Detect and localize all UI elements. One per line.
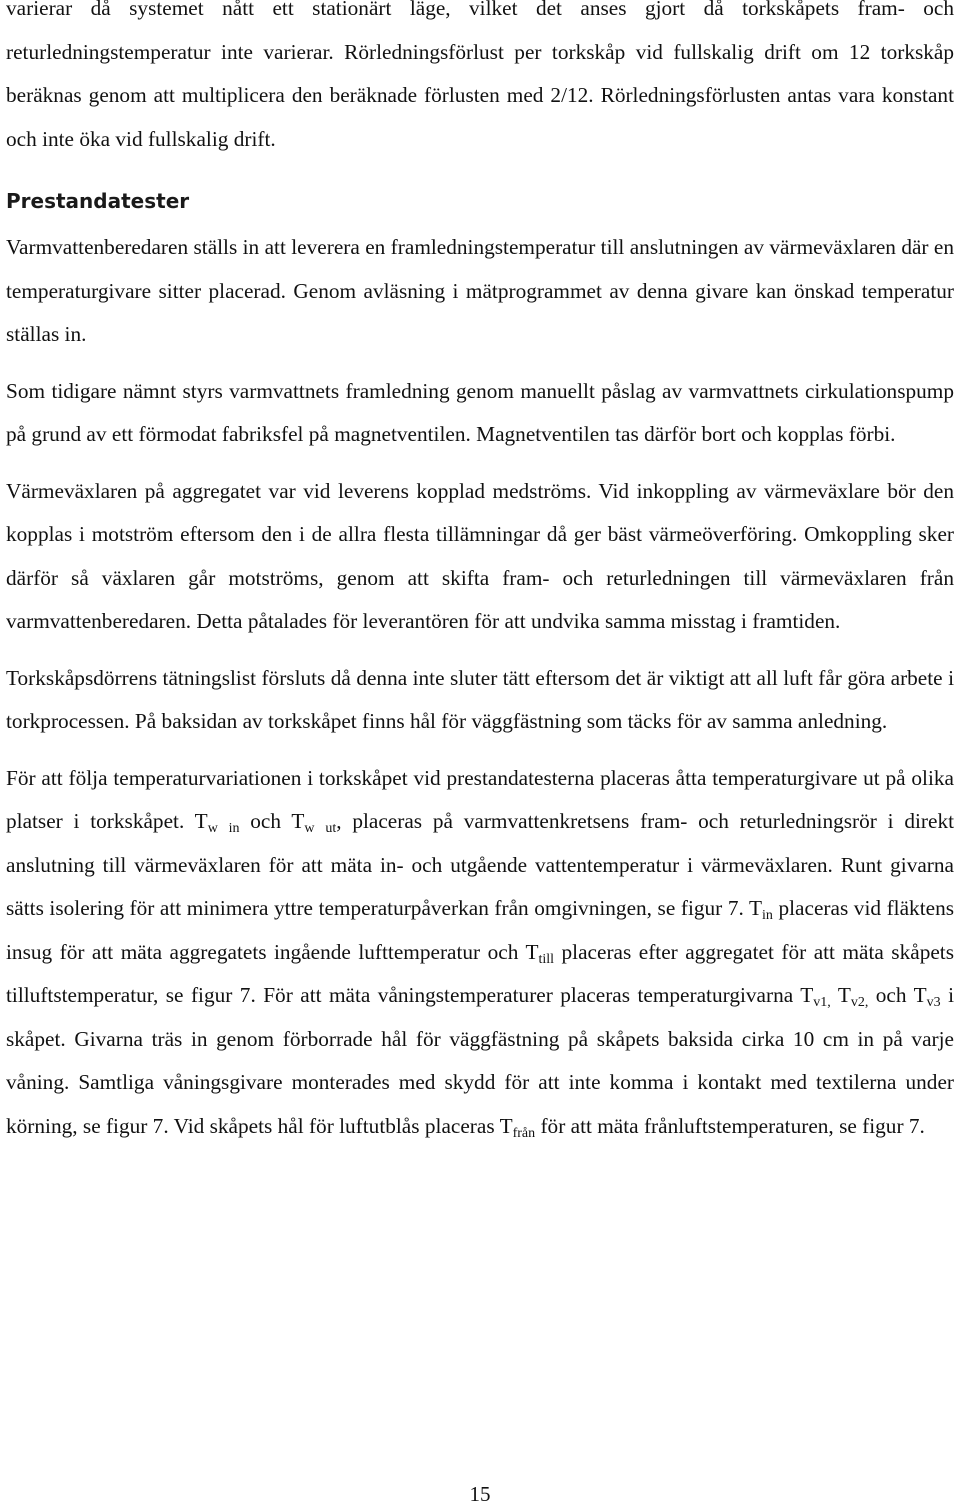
symbol-t: T — [499, 1113, 513, 1138]
symbol-t: T — [749, 896, 763, 920]
text-run: och — [239, 809, 292, 833]
text-run: placeras vid fläktens insug för att mäta aggregatets ingående lufttemperatur och — [6, 896, 955, 964]
subscript: in — [762, 908, 773, 923]
paragraph-circulation-pump: Som tidigare nämnt styrs varmvattnets framledning genom manuellt påslag av varmvattnets cirkulationspump på grund av ett förmodat fabriksfel på magnetventilen. Magnetventilen tas därför bort och kopplas förbi. — [6, 378, 954, 446]
symbol-t: T — [525, 939, 539, 964]
subscript: v2, — [850, 995, 869, 1010]
paragraph-heat-exchanger: Värmeväxlaren på aggregatet var vid leverens kopplad medströms. Vid inkoppling av värmeväxlare bör den kopplas i motström eftersom den i de allra flesta tillämningar då ger bäst värmeöverföring. Omkoppling sker därför så växlaren går motströms, genom att skifta fram- och returledningen till värmeväxlaren från varmvattenberedaren. Detta påtalades för leverantören för att undvika samma misstag i framtiden. — [6, 478, 954, 633]
symbol-t: T — [913, 983, 927, 1007]
symbol-t: T — [194, 809, 208, 833]
subscript: v1, — [813, 995, 831, 1010]
section-heading: Prestandatester — [6, 189, 190, 213]
subscript: ut — [325, 821, 337, 836]
subscript: v3 — [926, 995, 941, 1010]
text-run: i skåpet. Givarna träs in genom förborrade hål för väggfästning på skåpets baksida cirka 10 cm in på varje våning. Samtliga våningsgivare monterades med skydd för att inte komma i kontakt med textilerna under körning, se figur 7. Vid skåpets hål för luftutblås placeras — [6, 983, 954, 1138]
subscript: in — [228, 821, 240, 836]
subscript: till — [538, 951, 555, 967]
paragraph-water-heater: Varmvattenberedaren ställs in att leverera en framledningstemperatur till anslutningen av värmeväxlaren där en temperaturgivare sitter placerad. Genom avläsning i mätprogrammet av denna givare kan önskad temperatur ställas in. — [6, 235, 954, 346]
text-run: placeras efter aggregatet för att mäta skåpets tilluftstemperatur, se figur 7. För att mäta våningstemperaturer placeras temperaturgivarna — [6, 939, 955, 1007]
continued-paragraph: varierar då systemet nått ett stationärt läge, vilket det anses gjort då torkskåpets fram- och returledningstemperatur inte varierar. Rörledningsförlust per torkskåp vid fullskalig drift om 12 torkskåp beräknas genom att multiplicera den beräknade förlusten med 2/12. Rörledningsförlusten antas vara konstant och inte öka vid fullskalig drift. — [6, 0, 954, 151]
subscript: från — [512, 1125, 536, 1141]
subscript: w — [304, 821, 315, 836]
symbol-t: T — [800, 983, 814, 1007]
text-run: och — [868, 983, 914, 1007]
text-run: , placeras på varmvattenkretsens fram- och returledningsrör i direkt anslutning till värmeväxlaren för att mäta in- och utgående vattentemperatur i värmeväxlaren. Runt givarna sätts isolering för att minimera yttre temperaturpåverkan från omgivningen, se figur 7. — [6, 809, 955, 920]
paragraph-door-seal: Torkskåpsdörrens tätningslist försluts då denna inte sluter tätt eftersom det är viktigt att all luft får göra arbete i torkprocessen. På baksidan av torkskåpet finns hål för väggfästning som täcks för av samma anledning. — [6, 665, 954, 733]
paragraph-temperature-sensors — [6, 757, 954, 1149]
symbol-t: T — [837, 983, 851, 1007]
text-run: för att mäta frånluftstemperaturen, se figur 7. — [535, 1113, 925, 1138]
page-number: 15 — [469, 1482, 491, 1506]
text-run: För att följa temperaturvariationen i torkskåpet vid prestandatesterna placeras åtta temperaturgivare ut på olika platser i torkskåpet. — [6, 765, 954, 833]
symbol-t: T — [291, 809, 305, 833]
subscript: w — [207, 821, 218, 836]
